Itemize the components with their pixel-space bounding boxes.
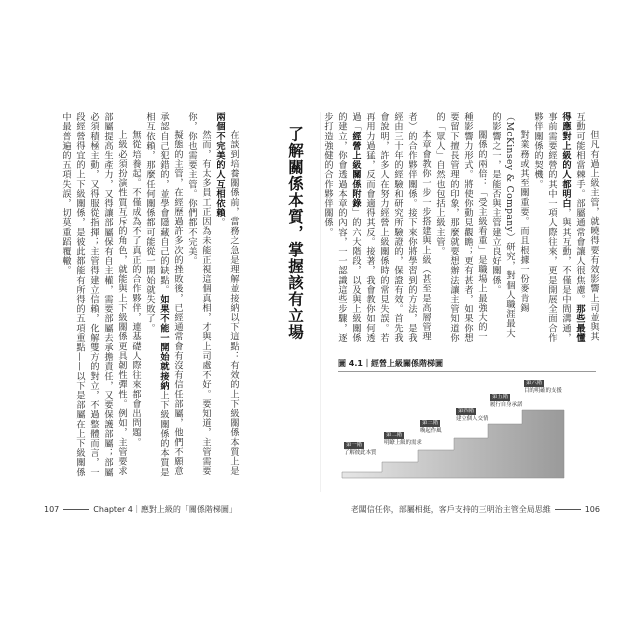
emphasis: 如果不能一開始就接納 [158,294,169,391]
stair-figure [338,358,596,482]
paragraph: 對業務或其至關重要。而且根據一份麥肯錫（McKinsey & Company）研究，對個人職涯最大的影響之一，是能否與主管建立良好關係。 [490,112,529,338]
step-5: 第五階 履行自身承諾 [490,394,523,408]
paragraph: 上級必須扮演性質互斥的角色，就能與上下級關係更具韌性彈性。例如，主管要求部屬提高生產力，又得讓部屬保有自主權，需要部屬去承擔責任，又要保護部屬；部屬必須積極主動，又得服從指揮；主管得建立信賴，化解雙方的對立，不過整體而言，一段經營得宜的上下級關係，是彼此都能有所得的五項重點——以下是部屬在上下級關係中最普遍的五項失誤，切莫重蹈覆轍。 [60,112,127,477]
emphasis: 那些最懂得應對上級的人都明白 [560,112,585,343]
page-106 [322,112,600,514]
paragraph: 然而，有太多員工正因為未能正視這個真相，才與上司處不好。要知道，主管需要你，你也需要主管。你們都不完美。 [186,112,211,476]
step-2: 第二階 明瞭上級的需求 [384,432,422,446]
step-1: 第一階 了解彼此本質 [344,442,377,456]
figure-title: 圖 4.1｜經營上級關係階梯圖 [338,359,443,368]
book-spread [44,112,600,514]
page-number: 107 [44,505,60,514]
paragraph: 關係的兩倍：「受主級看重」是職場上最強大的一種影響力形式。將使你動見觀瞻；更有甚者，如果你想要留下擅長管理的印象，那麼就要想辦法讓主管知道你的「眾人」自然也包括上級主管。 [434,112,487,343]
page-107 [44,112,314,514]
right-body-text [322,112,600,344]
footer-left [44,504,237,515]
section-heading: 了解關係本質，掌握該有立場 [286,126,305,341]
footer-dash [555,509,581,510]
figure-rule [338,371,596,372]
running-head: 老闆信任你，部屬相挺，客戶支持的三明治主管全局思維 [350,505,551,514]
left-body-text [44,112,240,484]
step-4: 第四階 建立個人交情 [456,408,489,422]
emphasis: 兩個不完美的人互相依賴 [214,112,225,218]
step-6: 第六階 目的明確的支援 [524,380,562,394]
paragraph: 本章會教你一步一步搭建與上級（甚至是高層管理者）的合作夥伴關係。接下來你將學習到的方法，是我經由三十年的經驗和研究所驗證的，保證有效。首先我會說明，許多人在努力經營上級關係時的常見失誤。若再用力過猛，反而會適得其反。接著，我會教你如何透過「經營上級關係附錄」的六大階段，以及與上級關係的建立，你會透過本章的內容，一一認識這些步驟，逐步打造強健的合作夥伴關係。 [322,112,431,343]
running-head: Chapter 4｜應對上級的「關係階梯圖」 [93,505,237,514]
page-number: 106 [584,505,600,514]
paragraph: 但凡有過上級主管，就曉得要有效影響上司並與其互動可能相當棘手。部屬通常會讓人很焦慮。那些最懂得應對上級的人都明白，與其互動，不僅是中間溝通，事前需要經營的其中一項人際往來，更是開展全面合作夥伴關係的契機。 [532,112,599,343]
paragraph: 擬態的主管，在經歷過許多次的挫敗後，已經通常會有沒有信任部屬，他們不願意承認自己犯錯的，並學會隱藏自己的缺點。如果不能一開始就接納上下級關係的本質是相互依賴，那麼任何關係都可能從一開始就失敗了。 [144,112,183,477]
step-3: 第三階 喚起作風 [420,420,442,434]
paragraph: 無從培養起。不僅成為不了真正的合作夥伴，連基礎人際往來都會出問題。 [130,130,141,448]
footer-right [351,504,600,515]
paragraph: 在談到培養關係前，當務之急是理解並接納以下這點：有效的上下級關係本質上是兩個不完美的人互相依賴。 [214,112,239,476]
emphasis: 經營上級關係附錄 [350,131,361,209]
footer-dash [63,509,89,510]
